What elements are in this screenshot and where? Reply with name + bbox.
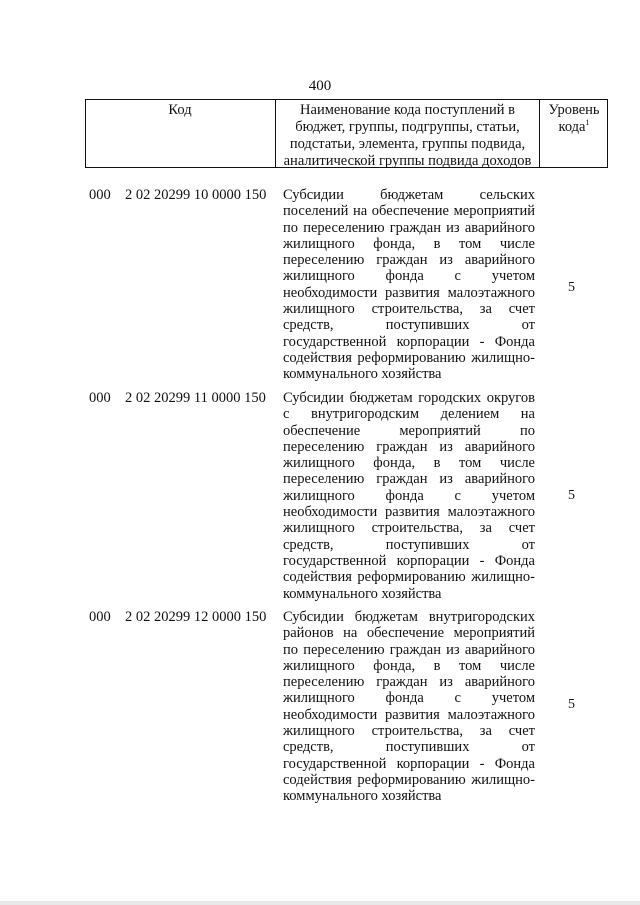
revenue-code: 2 02 20299 11 0000 150 bbox=[125, 390, 266, 406]
page-bottom-edge bbox=[0, 901, 640, 905]
header-name: Наименование кода поступлений в бюджет, группы, подгруппы, статьи, подстатьи, элемента, группы подвида, аналитической группы подвида доходов bbox=[283, 102, 532, 169]
header-code: Код bbox=[168, 102, 192, 118]
header-level-text: Уровень кода bbox=[548, 102, 600, 135]
admin-code: 000 bbox=[89, 609, 111, 625]
revenue-level: 5 bbox=[568, 280, 575, 295]
revenue-name: Субсидии бюджетам городских округов с внутригородским делением на обеспечение мероприятий по переселению граждан из аварийного жилищного фонда, в том числе переселению граждан из аварийного жилищного фонда с учетом необходимости развития малоэтажного жилищного строительства, за счет средств, поступивших от государственной корпорации - Фонда содействия реформированию жилищно-коммунального хозяйства bbox=[283, 390, 535, 602]
admin-code: 000 bbox=[89, 187, 111, 203]
revenue-code: 2 02 20299 10 0000 150 bbox=[125, 187, 267, 203]
footnote-marker: 1 bbox=[585, 118, 590, 128]
revenue-level: 5 bbox=[568, 697, 575, 712]
header-level bbox=[540, 102, 608, 136]
revenue-code: 2 02 20299 12 0000 150 bbox=[125, 609, 267, 625]
page-number: 400 bbox=[308, 78, 332, 94]
revenue-name: Субсидии бюджетам сельских поселений на обеспечение мероприятий по переселению граждан из аварийного жилищного фонда, в том числе переселению граждан из аварийного жилищного фонда с учетом необходимости развития малоэтажного жилищного строительства, за счет средств, поступивших от государственной корпорации - Фонда содействия реформированию жилищно-коммунального хозяйства bbox=[283, 187, 535, 383]
revenue-name: Субсидии бюджетам внутригородских районов на обеспечение мероприятий по переселению граждан из аварийного жилищного фонда, в том числе переселению граждан из аварийного жилищного фонда с учетом необходимости развития малоэтажного жилищного строительства, за счет средств, поступивших от государственной корпорации - Фонда содействия реформированию жилищно-коммунального хозяйства bbox=[283, 609, 535, 805]
admin-code: 000 bbox=[89, 390, 111, 406]
table-header bbox=[85, 99, 608, 168]
revenue-level: 5 bbox=[568, 488, 575, 503]
